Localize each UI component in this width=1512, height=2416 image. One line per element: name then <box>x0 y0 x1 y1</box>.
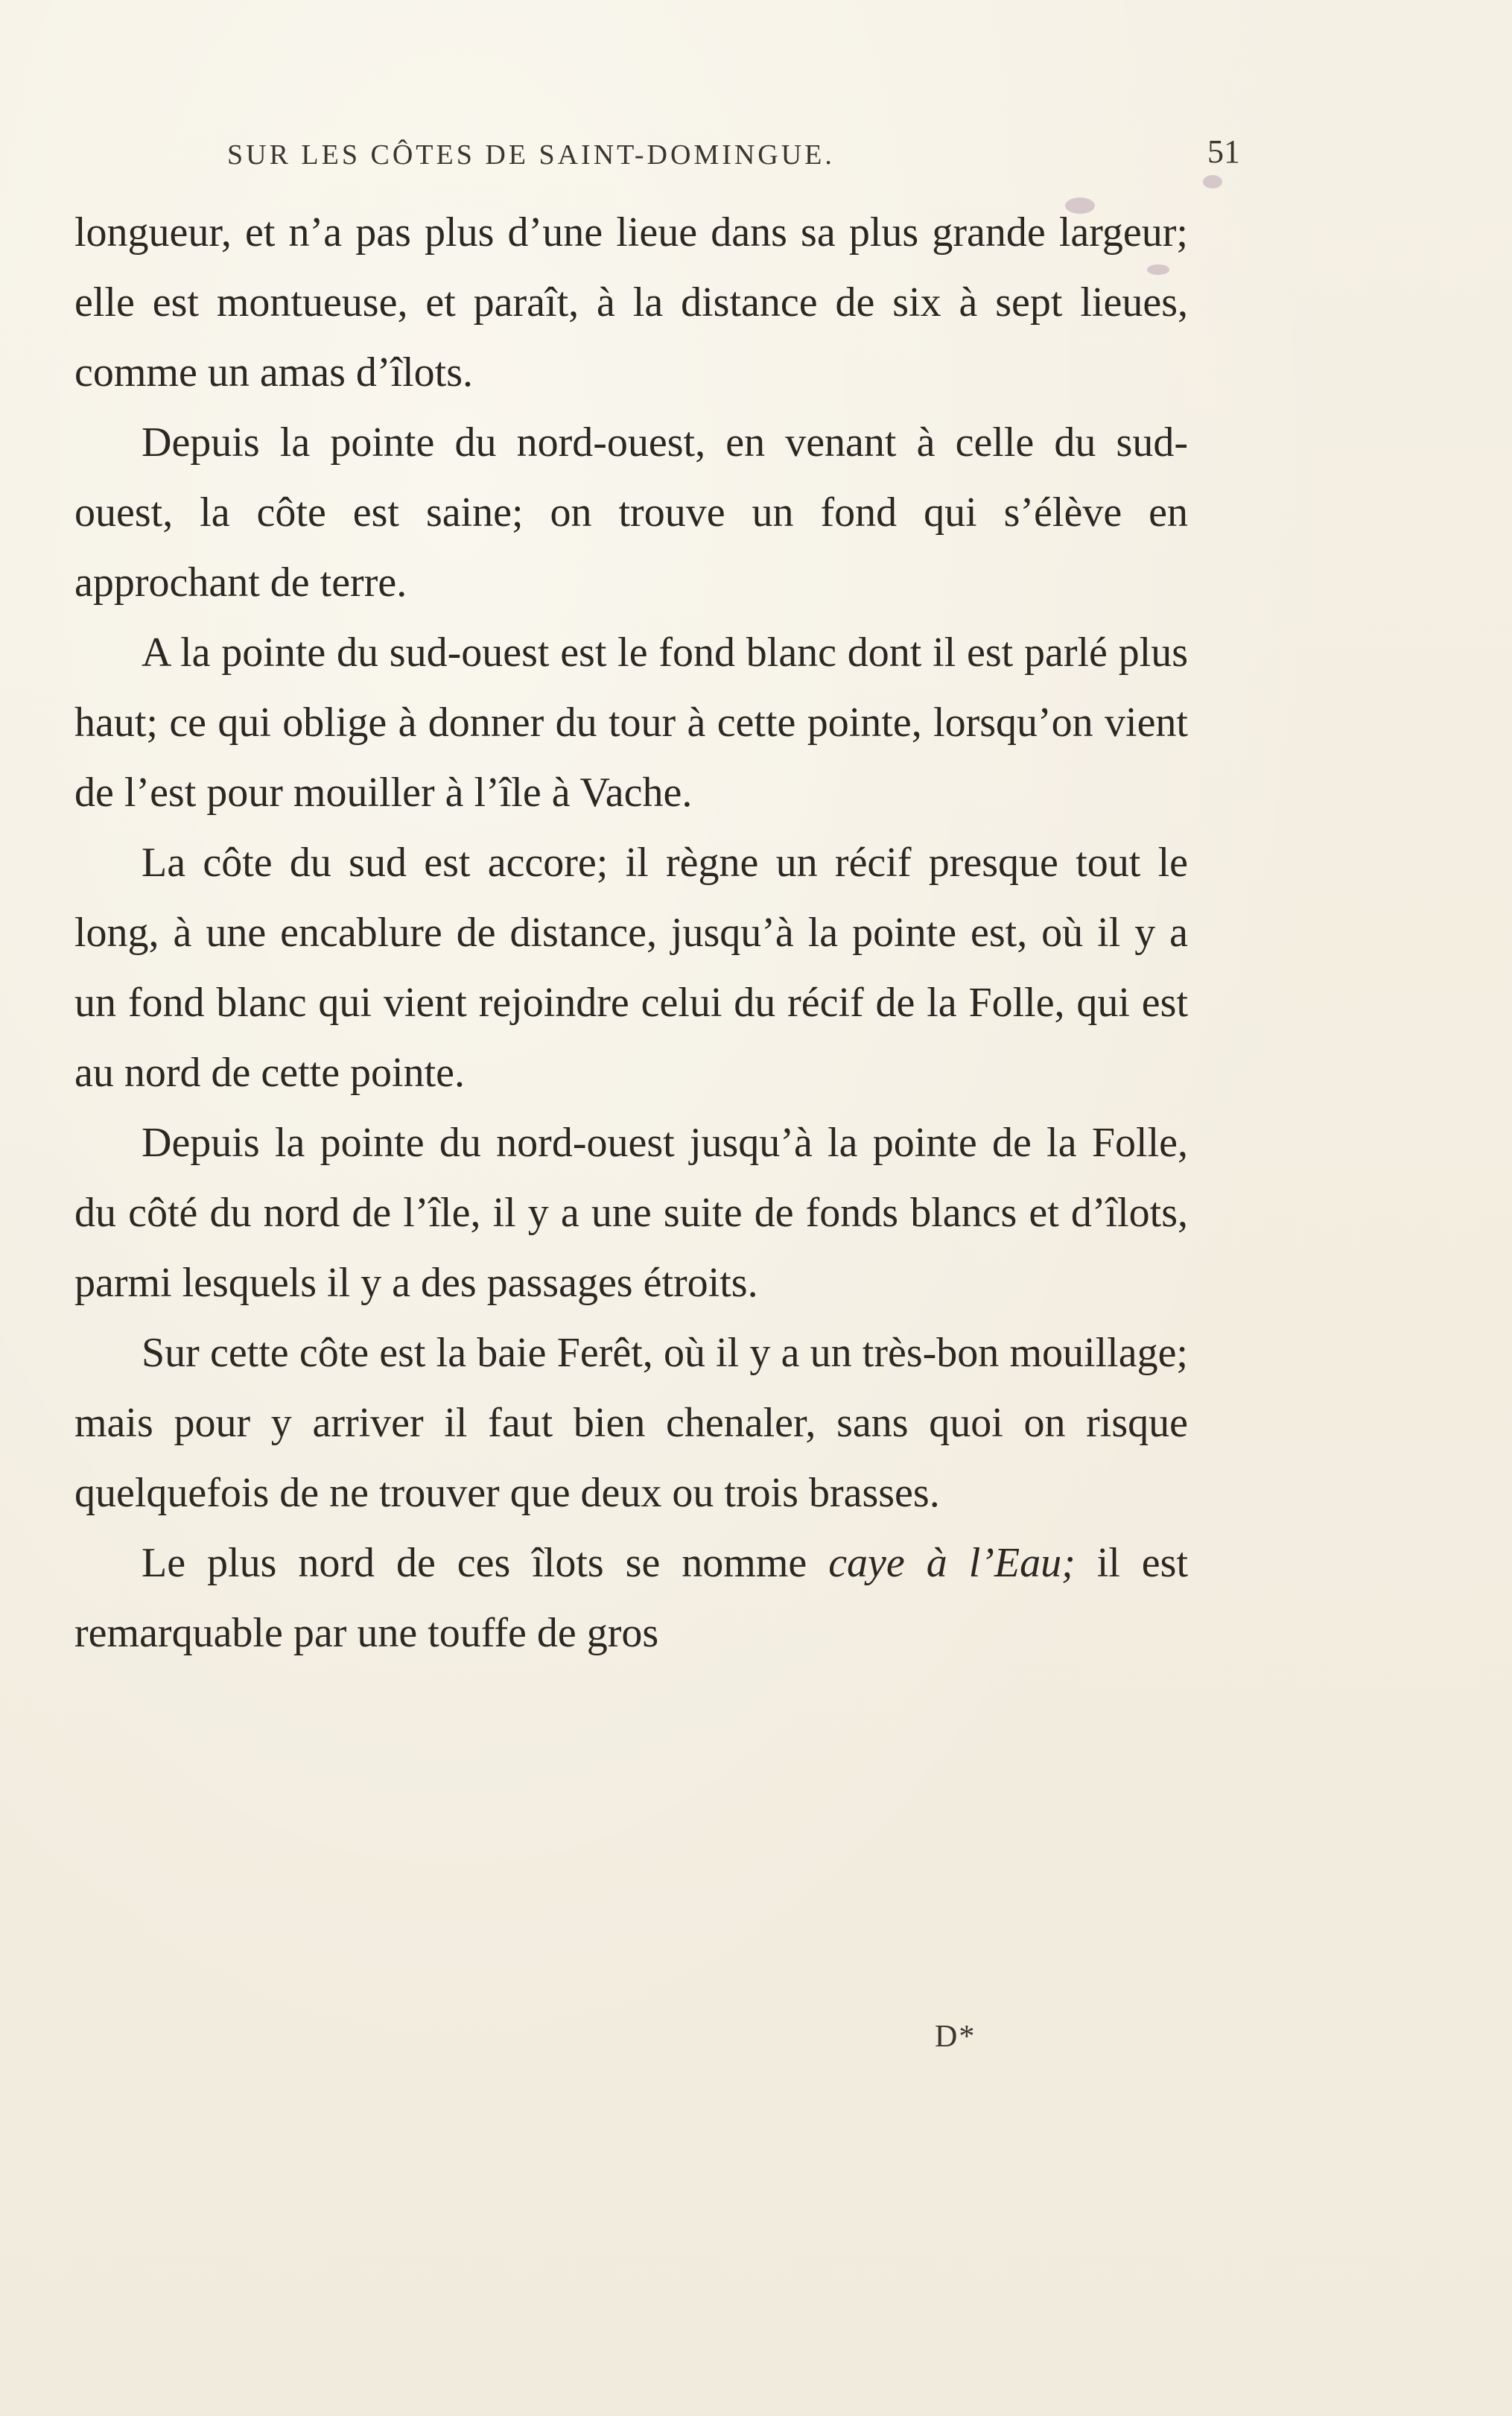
ink-stain <box>1147 264 1169 275</box>
signature-mark: D* <box>935 2020 976 2054</box>
italic-place-name: caye à l’Eau; <box>828 1540 1076 1586</box>
paragraph-text: Le plus nord de ces îlots se nomme <box>142 1540 829 1586</box>
paragraph: Depuis la pointe du nord-ouest jusqu’à la pointe de la Folle, du côté du nord de l’île, il y a une suite de fonds blancs et d’îlots, parmi lesquels il y a des passages étroits. <box>74 1120 1188 1306</box>
running-head-title: SUR LES CÔTES DE SAINT-DOMINGUE. <box>227 139 835 171</box>
page-number: 51 <box>1207 133 1240 170</box>
paragraph-continued: longueur, et n’a pas plus d’une lieue dans sa plus grande largeur; elle est montueuse, et paraît, à la distance de six à sept lieues, comme un amas d’îlots. <box>74 209 1188 396</box>
paragraph-text: il est remarquable par une touffe de gros <box>74 1540 1189 1656</box>
running-head <box>227 133 1240 171</box>
paragraph: Depuis la pointe du nord-ouest, en venant à celle du sud-ouest, la côte est saine; on trouve un fond qui s’élève en approchant de terre. <box>74 419 1188 606</box>
paragraph: La côte du sud est accore; il règne un récif presque tout le long, à une encablure de distance, jusqu’à la pointe est, où il y a un fond blanc qui vient rejoindre celui du récif de la Folle, qui est au nord de cette pointe. <box>74 840 1188 1096</box>
paragraph: A la pointe du sud-ouest est le fond blanc dont il est parlé plus haut; ce qui oblige à donner du tour à cette pointe, lorsqu’on vient de l’est pour mouiller à l’île à Vache. <box>74 630 1188 816</box>
ink-stain <box>1065 197 1095 214</box>
paragraph-last <box>74 1528 1188 1668</box>
ink-stain <box>1203 175 1222 188</box>
body-text <box>74 197 1188 1668</box>
paragraph: Sur cette côte est la baie Ferêt, où il y a un très-bon mouillage; mais pour y arriver il faut bien chenaler, sans quoi on risque quelquefois de ne trouver que deux ou trois brasses. <box>74 1330 1188 1516</box>
